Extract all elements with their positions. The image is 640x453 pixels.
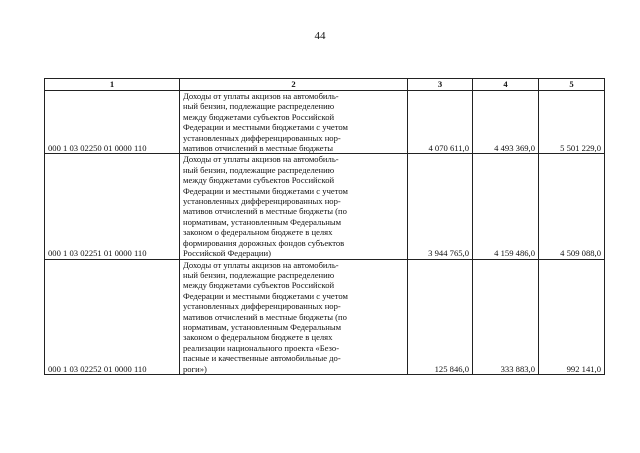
column-header: 5	[539, 79, 605, 91]
amount-cell-v3: 3 944 765,0	[408, 154, 473, 259]
description-line: Федерации и местными бюджетами с учетом	[183, 122, 348, 133]
description-cell	[180, 154, 408, 259]
description-line: законом о федеральном бюджете в целях	[183, 332, 333, 343]
description-line: Доходы от уплаты акцизов на автомобиль-	[183, 259, 339, 270]
description-line: законом о федеральном бюджете в целях	[183, 227, 333, 238]
amount-cell-v5: 5 501 229,0	[539, 91, 605, 154]
amount-cell-v4: 4 493 369,0	[473, 91, 539, 154]
description-line: между бюджетами субъектов Российской	[183, 111, 335, 122]
description-line: формирования дорожных фондов субъектов	[183, 237, 345, 248]
amount-cell-v3: 4 070 611,0	[408, 91, 473, 154]
description-line: реализации национального проекта «Безо-	[183, 342, 340, 353]
description-line: мативов отчислений в местные бюджеты (по	[183, 206, 347, 217]
description-line: установленных дифференцированных нор-	[183, 196, 341, 207]
description-line: мативов отчислений в местные бюджеты (по	[183, 311, 347, 322]
description-line: нормативам, установленным Федеральным	[183, 321, 342, 332]
column-header: 2	[180, 79, 408, 91]
description-line: установленных дифференцированных нор-	[183, 132, 341, 143]
column-header: 4	[473, 79, 539, 91]
description-line: ный бензин, подлежащие распределению	[183, 164, 335, 175]
description-line: нормативам, установленным Федеральным	[183, 216, 342, 227]
table-row	[45, 154, 605, 259]
amount-cell-v5: 4 509 088,0	[539, 154, 605, 259]
amount-cell-v3: 125 846,0	[408, 259, 473, 374]
table-row	[45, 259, 605, 374]
table-row	[45, 91, 605, 154]
description-line: Российской Федерации)	[183, 248, 271, 259]
description-line: Федерации и местными бюджетами с учетом	[183, 290, 348, 301]
description-line: Доходы от уплаты акцизов на автомобиль-	[183, 91, 339, 101]
description-line: ный бензин, подлежащие распределению	[183, 269, 335, 280]
description-line: Федерации и местными бюджетами с учетом	[183, 185, 348, 196]
table-header-row	[45, 79, 605, 91]
page-number: 44	[314, 30, 326, 42]
description-line: ный бензин, подлежащие распределению	[183, 101, 335, 112]
description-line: мативов отчислений в местные бюджеты	[183, 143, 334, 154]
description-line: между бюджетами субъектов Российской	[183, 280, 335, 291]
column-header: 3	[408, 79, 473, 91]
amount-cell-v4: 4 159 486,0	[473, 154, 539, 259]
description-cell	[180, 91, 408, 154]
description-line: пасные и качественные автомобильные до-	[183, 353, 341, 364]
description-line: роги»)	[183, 363, 207, 374]
amount-cell-v5: 992 141,0	[539, 259, 605, 374]
amount-cell-v4: 333 883,0	[473, 259, 539, 374]
description-cell	[180, 259, 408, 374]
revenue-table	[44, 78, 605, 375]
description-line: установленных дифференцированных нор-	[183, 301, 341, 312]
budget-code-cell: 000 1 03 02250 01 0000 110	[45, 91, 180, 154]
description-line: между бюджетами субъектов Российской	[183, 175, 335, 186]
description-line: Доходы от уплаты акцизов на автомобиль-	[183, 154, 339, 165]
budget-code-cell: 000 1 03 02252 01 0000 110	[45, 259, 180, 374]
column-header: 1	[45, 79, 180, 91]
budget-code-cell: 000 1 03 02251 01 0000 110	[45, 154, 180, 259]
